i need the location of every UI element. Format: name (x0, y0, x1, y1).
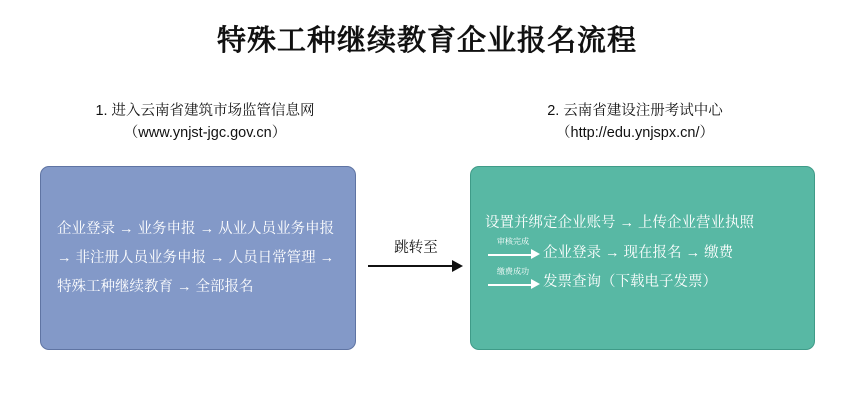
arrow-head (531, 279, 540, 289)
arrow-head (531, 249, 540, 259)
arrow-shaft (488, 254, 532, 256)
arrow-head (452, 260, 463, 272)
arrow-right-icon (364, 260, 468, 272)
jump-connector (364, 236, 468, 272)
caption-left-line2: （www.ynjst-jgc.gov.cn） (123, 125, 287, 142)
caption-right-line1: 2. 云南省建设注册考试中心 (547, 103, 723, 119)
arrow-right-icon-payment (488, 265, 540, 290)
left-flow-line-2: → 非注册人员业务申报 → 人员日常管理 → (57, 250, 335, 266)
right-process-text (485, 209, 804, 298)
arrow-audit-label: 审核完成 (496, 236, 530, 246)
page-title: 特殊工种继续教育企业报名流程 (216, 25, 637, 57)
arrow-payment-label: 缴费成功 (496, 265, 530, 276)
right-flow-line-3-wrap (485, 265, 804, 298)
left-flow-line-1: 企业登录 → 业务申报 → 从业人员业务申报 (57, 221, 335, 237)
jump-label: 跳转至 (394, 240, 438, 256)
right-flow-line-3: 发票查询（下载电子发票） (543, 274, 717, 291)
arrow-shaft (488, 284, 532, 286)
right-flow-line-2-wrap (485, 236, 804, 269)
right-flow-line-2: 企业登录 → 现在报名 → 缴费 (543, 244, 734, 261)
caption-left (40, 100, 370, 145)
caption-right (455, 100, 815, 145)
left-process-text (57, 215, 341, 302)
arrow-right-icon-audit (488, 236, 540, 260)
caption-left-line1: 1. 进入云南省建筑市场监管信息网 (95, 103, 315, 119)
left-flow-line-3: 特殊工种继续教育 → 全部报名 (57, 279, 254, 295)
right-flow-line-1: 设置并绑定企业账号 → 上传企业营业执照 (485, 215, 755, 231)
caption-right-line2: （http://edu.ynjspx.cn/） (556, 125, 714, 142)
arrow-shaft (368, 265, 454, 267)
right-process-box (470, 166, 815, 350)
left-process-box (40, 166, 356, 350)
